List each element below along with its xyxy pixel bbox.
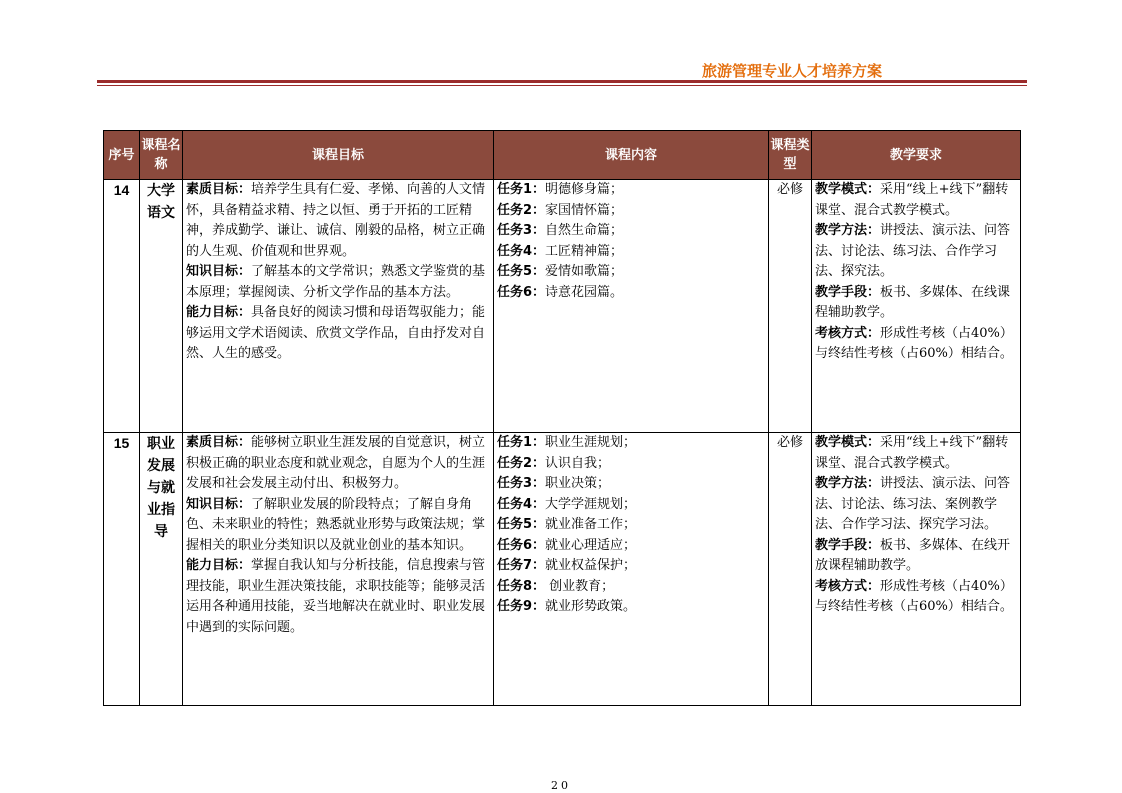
task-text: 诗意花园篇。 [545, 284, 624, 300]
table-row [104, 180, 1021, 433]
course-tasks [494, 180, 769, 433]
req-item [815, 577, 1017, 618]
task-item [497, 474, 765, 495]
task-item [497, 221, 765, 242]
req-text: 采用“线上+线下”翻转课堂、混合式教学模式。 [815, 182, 1009, 218]
goal-text: 了解职业发展的阶段特点；了解自身角色、未来职业的特性；熟悉就业形势与政策法规；掌握相关的职业分类知识以及就业创业的基本知识。 [186, 496, 486, 553]
task-label: 任务1： [497, 182, 546, 197]
header-course-type: 课程类型 [769, 131, 812, 180]
task-label: 任务1： [497, 435, 546, 450]
task-text: 职业决策； [545, 476, 611, 491]
task-text: 职业生涯规划； [545, 435, 637, 450]
task-item [497, 577, 765, 598]
goal-text: 掌握自我认知与分析技能，信息搜索与管理技能，职业生涯决策技能，求职技能等；能够灵活运用各种通用技能，妥当地解决在就业时、职业发展中遇到的实际问题。 [186, 558, 486, 635]
course-type: 必修 [769, 433, 812, 706]
task-item [497, 180, 765, 201]
task-label: 任务5： [497, 517, 546, 532]
goal-label: 素质目标： [186, 435, 252, 450]
header-no: 序号 [104, 131, 140, 180]
task-label: 任务4： [497, 496, 546, 512]
page-number: 20 [551, 779, 571, 792]
task-text: 就业准备工作； [545, 517, 637, 532]
task-item [497, 556, 765, 577]
task-text: 创业教育； [545, 578, 615, 594]
goal-text: 培养学生具有仁爱、孝悌、向善的人文情怀，具备精益求精、持之以恒、勇于开拓的工匠精神，养成勤学、谦让、诚信、刚毅的品格，树立正确的人生观、价值观和世界观。 [186, 182, 486, 259]
row-number: 15 [104, 433, 140, 706]
task-item [497, 597, 765, 618]
task-text: 自然生命篇； [545, 223, 624, 238]
header-course-goal: 课程目标 [183, 131, 494, 180]
goal-item [186, 433, 490, 495]
header-rule-thin [97, 85, 1027, 86]
curriculum-table [103, 130, 1021, 706]
req-label: 教学手段： [815, 537, 881, 553]
goal-item [186, 180, 490, 262]
req-text: 形成性考核（占40%）与终结性考核（占60%）相结合。 [815, 325, 1013, 361]
task-text: 就业形势政策。 [545, 599, 637, 614]
goal-item [186, 556, 490, 638]
req-text: 讲授法、演示法、问答法、讨论法、练习法、案例教学法、合作学习法、探究学习法。 [815, 476, 1011, 532]
course-name: 大学语文 [140, 180, 183, 433]
task-label: 任务7： [497, 558, 546, 573]
task-label: 任务6： [497, 284, 546, 300]
task-item [497, 433, 765, 454]
req-item [815, 474, 1017, 536]
course-type: 必修 [769, 180, 812, 433]
goal-item [186, 303, 490, 365]
course-name: 职业发展与就业指导 [140, 433, 183, 706]
task-label: 任务3： [497, 223, 546, 238]
task-label: 任务9： [497, 599, 546, 614]
task-text: 明德修身篇； [545, 182, 624, 197]
task-item [497, 201, 765, 222]
task-label: 任务6： [497, 537, 546, 553]
goal-label: 知识目标： [186, 264, 252, 279]
task-label: 任务3： [497, 476, 546, 491]
goal-text: 能够树立职业生涯发展的自觉意识，树立积极正确的职业态度和就业观念，自愿为个人的生涯发展和社会发展主动付出、积极努力。 [186, 435, 486, 491]
task-item [497, 283, 765, 304]
req-label: 教学方法： [815, 476, 881, 491]
task-label: 任务5： [497, 264, 546, 279]
req-item [815, 324, 1017, 365]
req-text: 讲授法、演示法、问答法、讨论法、练习法、合作学习法、探究法。 [815, 223, 1011, 279]
task-text: 爱情如歌篇； [545, 264, 624, 279]
req-item [815, 433, 1017, 474]
course-goals [183, 180, 494, 433]
row-number: 14 [104, 180, 140, 433]
goal-item [186, 495, 490, 557]
task-text: 家国情怀篇； [545, 202, 624, 218]
req-label: 教学模式： [815, 182, 881, 197]
goal-text: 了解基本的文学常识；熟悉文学鉴赏的基本原理；掌握阅读、分析文学作品的基本方法。 [186, 264, 486, 300]
task-label: 任务2： [497, 202, 546, 218]
req-label: 考核方式： [815, 325, 881, 341]
task-text: 就业权益保护； [545, 558, 637, 573]
req-text: 采用“线上+线下”翻转课堂、混合式教学模式。 [815, 435, 1009, 471]
header-course-content: 课程内容 [494, 131, 769, 180]
req-label: 考核方式： [815, 578, 881, 594]
task-text: 大学学涯规划； [545, 496, 637, 512]
teaching-requirements [812, 433, 1021, 706]
goal-label: 能力目标： [186, 305, 252, 320]
course-tasks [494, 433, 769, 706]
header-course-name: 课程名称 [140, 131, 183, 180]
req-label: 教学手段： [815, 284, 881, 300]
req-label: 教学方法： [815, 223, 881, 238]
task-item [497, 515, 765, 536]
header-teaching-req: 教学要求 [812, 131, 1021, 180]
teaching-requirements [812, 180, 1021, 433]
task-label: 任务4： [497, 243, 546, 259]
goal-label: 素质目标： [186, 182, 252, 197]
req-text: 形成性考核（占40%）与终结性考核（占60%）相结合。 [815, 578, 1013, 614]
req-item [815, 221, 1017, 283]
req-item [815, 283, 1017, 324]
task-item [497, 536, 765, 557]
table-header-row [104, 131, 1021, 180]
goal-label: 能力目标： [186, 558, 252, 573]
goal-text: 具备良好的阅读习惯和母语驾驭能力；能够运用文学术语阅读、欣赏文学作品，自由抒发对自然、人生的感受。 [186, 305, 486, 361]
document-header-title: 旅游管理专业人才培养方案 [701, 62, 882, 80]
req-text: 板书、多媒体、在线开放课程辅助教学。 [815, 537, 1011, 573]
goal-item [186, 262, 490, 303]
task-label: 任务2： [497, 455, 546, 471]
table-row [104, 433, 1021, 706]
req-label: 教学模式： [815, 435, 881, 450]
task-text: 工匠精神篇； [545, 243, 624, 259]
course-goals [183, 433, 494, 706]
goal-label: 知识目标： [186, 496, 252, 512]
header-rule-thick [97, 80, 1027, 83]
task-item [497, 454, 765, 475]
req-item [815, 180, 1017, 221]
req-item [815, 536, 1017, 577]
task-item [497, 242, 765, 263]
task-label: 任务8： [497, 578, 546, 594]
task-text: 认识自我； [545, 455, 611, 471]
req-text: 板书、多媒体、在线课程辅助教学。 [815, 284, 1011, 320]
task-item [497, 495, 765, 516]
task-text: 就业心理适应； [545, 537, 637, 553]
task-item [497, 262, 765, 283]
